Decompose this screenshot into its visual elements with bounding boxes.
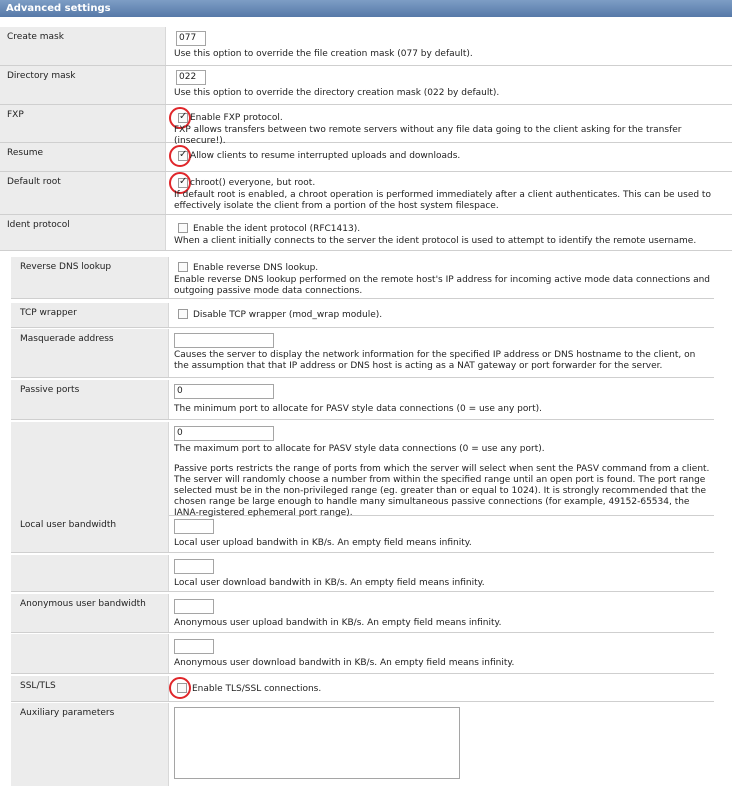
ident-protocol-checkbox[interactable] — [178, 223, 188, 233]
auxiliary-textarea[interactable] — [174, 707, 460, 779]
reverse-dns-checkbox[interactable] — [178, 262, 188, 272]
anon-download-bandwidth-input[interactable] — [174, 639, 214, 654]
ident-protocol-label: Ident protocol — [0, 215, 166, 250]
masquerade-label: Masquerade address — [11, 329, 169, 377]
ident-protocol-row — [0, 215, 732, 251]
ssl-tls-label: SSL/TLS — [11, 676, 169, 701]
fxp-help: FXP allows transfers between two remote servers without any file data going to the client asking for the transfer (insecure!). — [174, 125, 682, 146]
anon-upload-bandwidth-input[interactable] — [174, 599, 214, 614]
directory-mask-label: Directory mask — [0, 66, 166, 104]
passive-ports-min-row — [11, 380, 714, 420]
directory-mask-input[interactable]: 022 — [176, 70, 206, 85]
auxiliary-label: Auxiliary parameters — [11, 703, 169, 786]
masquerade-row — [11, 329, 714, 378]
reverse-dns-row — [11, 257, 714, 299]
ident-protocol-option-label: Enable the ident protocol (RFC1413). — [193, 224, 361, 234]
create-mask-label: Create mask — [0, 27, 166, 65]
passive-ports-max-label-cell — [11, 422, 169, 515]
resume-label: Resume — [0, 143, 166, 171]
anon-bandwidth-upload-row — [11, 594, 714, 633]
directory-mask-help: Use this option to override the directory creation mask (022 by default). — [174, 88, 500, 98]
passive-ports-min-input[interactable]: 0 — [174, 384, 274, 399]
ssl-tls-highlight-circle — [169, 677, 191, 699]
fxp-option-label: Enable FXP protocol. — [190, 113, 283, 123]
local-upload-bandwidth-help: Local user upload bandwith in KB/s. An empty field means infinity. — [174, 538, 472, 548]
create-mask-row — [0, 27, 732, 66]
local-bandwidth-download-label-cell — [11, 555, 169, 591]
ssl-tls-option-label: Enable TLS/SSL connections. — [192, 684, 322, 694]
tcp-wrapper-label: TCP wrapper — [11, 303, 169, 327]
resume-highlight-circle — [169, 145, 191, 167]
tcp-wrapper-option-label: Disable TCP wrapper (mod_wrap module). — [193, 310, 383, 320]
anon-bandwidth-download-row — [11, 634, 714, 674]
local-bandwidth-upload-row — [11, 515, 714, 553]
create-mask-input[interactable]: 077 — [176, 31, 206, 46]
passive-ports-min-help: The minimum port to allocate for PASV style data connections (0 = use any port). — [174, 404, 542, 414]
directory-mask-row — [0, 66, 732, 105]
masquerade-help: Causes the server to display the network information for the specified IP address or DNS hostname to the client, on the assumption that that IP address or DNS host is acting as a NAT gateway or port forwarder for the server. — [174, 350, 696, 371]
anon-bandwidth-label: Anonymous user bandwidth — [11, 594, 169, 632]
ssl-tls-row — [11, 676, 714, 702]
reverse-dns-label: Reverse DNS lookup — [11, 257, 169, 298]
default-root-option-label: chroot() everyone, but root. — [190, 178, 316, 188]
masquerade-input[interactable] — [174, 333, 274, 348]
local-bandwidth-download-row — [11, 555, 714, 592]
fxp-label: FXP — [0, 105, 166, 142]
fxp-row — [0, 105, 732, 146]
ident-protocol-help: When a client initially connects to the server the ident protocol is used to attempt to identify the remote username. — [174, 236, 697, 246]
resume-option-label: Allow clients to resume interrupted uploads and downloads. — [190, 151, 461, 161]
passive-ports-max-input[interactable]: 0 — [174, 426, 274, 441]
passive-ports-label: Passive ports — [11, 380, 169, 419]
reverse-dns-help: Enable reverse DNS lookup performed on the remote host's IP address for incoming active mode data connections and outgoing passive mode data connections. — [174, 275, 711, 296]
local-download-bandwidth-input[interactable] — [174, 559, 214, 574]
anon-download-bandwidth-help: Anonymous user download bandwith in KB/s. An empty field means infinity. — [174, 658, 515, 668]
default-root-help: If default root is enabled, a chroot operation is performed immediately after a client authenticates. This can be used to effectively isolate the client from a portion of the host system filespace. — [174, 190, 711, 211]
local-download-bandwidth-help: Local user download bandwith in KB/s. An empty field means infinity. — [174, 578, 485, 588]
tcp-wrapper-row — [11, 303, 714, 328]
passive-ports-max-row — [11, 422, 714, 516]
advanced-settings-header: Advanced settings — [0, 0, 732, 17]
tcp-wrapper-checkbox[interactable] — [178, 309, 188, 319]
resume-row — [0, 143, 732, 172]
create-mask-help: Use this option to override the file creation mask (077 by default). — [174, 49, 473, 59]
local-upload-bandwidth-input[interactable] — [174, 519, 214, 534]
anon-upload-bandwidth-help: Anonymous user upload bandwith in KB/s. An empty field means infinity. — [174, 618, 502, 628]
passive-ports-description: Passive ports restricts the range of ports from which the server will select when sent the PASV command from a client. The server will randomly choose a number from within the specified range until an open port is found. The port range selected must be in the non-privileged range (eg. greater than or equal to 1024). It is strongly recommended that the chosen range be large enough to handle many simultaneous passive connections (for example, 49152-65534, the IANA-registered ephemeral port range). — [174, 464, 710, 518]
auxiliary-row — [11, 703, 714, 786]
anon-bandwidth-download-label-cell — [11, 634, 169, 673]
local-bandwidth-label: Local user bandwidth — [11, 515, 169, 552]
default-root-row — [0, 172, 732, 215]
passive-ports-max-help: The maximum port to allocate for PASV style data connections (0 = use any port). — [174, 444, 545, 454]
default-root-label: Default root — [0, 172, 166, 214]
reverse-dns-option-label: Enable reverse DNS lookup. — [193, 263, 319, 273]
